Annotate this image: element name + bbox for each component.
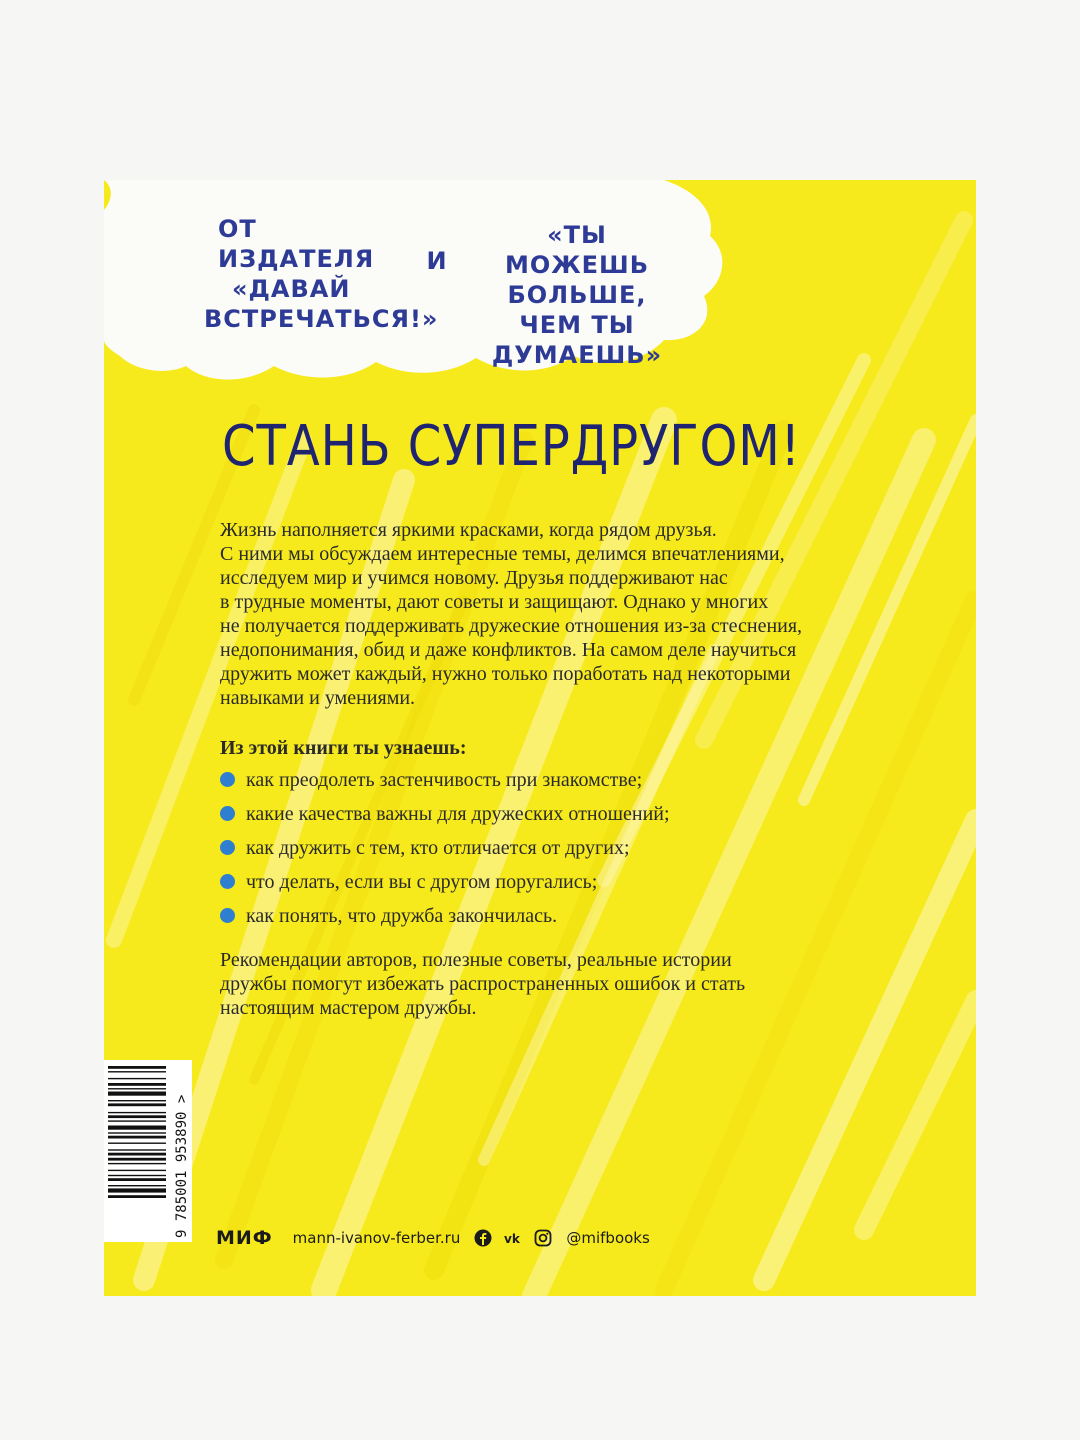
list-item-text: как дружить с тем, кто отличается от других; [246, 837, 630, 859]
blurb-right-line: «ТЫ МОЖЕШЬ [505, 221, 649, 279]
barcode-bar [108, 1149, 166, 1150]
bullet-dot-icon [220, 806, 235, 821]
list-item-text: как понять, что дружба закончилась. [246, 905, 558, 927]
barcode-bar [108, 1178, 166, 1181]
barcode-bar [108, 1195, 166, 1198]
blurb-left-line: ВСТРЕЧАТЬСЯ!» [204, 305, 439, 333]
publisher-footer [216, 1224, 650, 1252]
barcode-bar [108, 1153, 166, 1156]
list-item [220, 836, 920, 870]
barcode-bar [108, 1115, 166, 1118]
intro-line: не получается поддерживать дружеские отношения из-за стеснения, [220, 615, 803, 637]
blurb-right-line: БОЛЬШЕ, ЧЕМ ТЫ [507, 281, 647, 339]
cover-headline: СТАНЬ СУПЕРДРУГОМ! [222, 414, 801, 479]
barcode-bar [108, 1103, 166, 1106]
barcode-bar [108, 1120, 166, 1121]
intro-line: навыками и умениями. [220, 687, 416, 709]
bullet-dot-icon [220, 840, 235, 855]
publisher-blurb-left [204, 214, 439, 334]
intro-paragraph [220, 518, 920, 710]
barcode-bar [108, 1092, 166, 1096]
barcode-bar [108, 1088, 166, 1089]
svg-text:vk: vk [504, 1232, 521, 1246]
barcode-bar [108, 1100, 166, 1101]
bullet-dot-icon [220, 874, 235, 889]
list-item [220, 904, 920, 938]
bullet-dot-icon [220, 772, 235, 787]
barcode-bar [108, 1143, 166, 1144]
publisher-logo: МИФ [216, 1227, 273, 1249]
list-item-text: что делать, если вы с другом поругались; [246, 871, 598, 893]
barcode-digits: 9 785001 953890 > [174, 1094, 190, 1238]
bullet-dot-icon [220, 908, 235, 923]
intro-line: исследуем мир и учимся новому. Друзья поддерживают нас [220, 567, 728, 589]
intro-line: в трудные моменты, дают советы и защищают. Однако у многих [220, 591, 769, 613]
facebook-icon[interactable] [474, 1229, 492, 1247]
publisher-blurb-right [472, 220, 682, 370]
learn-heading: Из этой книги ты узнаешь: [220, 737, 467, 759]
isbn-barcode [104, 1060, 192, 1242]
outro-line: Рекомендации авторов, полезные советы, реальные истории [220, 949, 732, 971]
instagram-icon[interactable] [534, 1229, 552, 1247]
barcode-bar [108, 1071, 166, 1072]
outro-line: дружбы помогут избежать распространенных ошибок и стать [220, 973, 746, 995]
barcode-bar [108, 1185, 166, 1186]
blurb-left-line: ОТ ИЗДАТЕЛЯ [218, 215, 375, 273]
intro-line: дружить может каждый, нужно только поработать над некоторыми [220, 663, 791, 685]
social-handle[interactable]: @mifbooks [566, 1229, 650, 1247]
intro-line: С ними мы обсуждаем интересные темы, делимся впечатлениями, [220, 543, 785, 565]
list-item [220, 802, 920, 836]
barcode-bar [108, 1126, 166, 1130]
list-item-text: как преодолеть застенчивость при знакомстве; [246, 769, 643, 791]
barcode-bar [108, 1066, 166, 1069]
blurb-right-line: ДУМАЕШЬ» [491, 341, 663, 369]
outro-line: настоящим мастером дружбы. [220, 997, 477, 1019]
blurb-left-line: «ДАВАЙ [232, 275, 351, 303]
list-item-text: какие качества важны для дружеских отношений; [246, 803, 670, 825]
barcode-bar [108, 1175, 166, 1176]
learn-list [220, 768, 920, 938]
website-link[interactable]: mann-ivanov-ferber.ru [292, 1229, 461, 1247]
barcode-bar [108, 1170, 166, 1171]
list-item [220, 870, 920, 904]
intro-line: Жизнь наполняется яркими красками, когда рядом друзья. [220, 519, 717, 541]
barcode-bar [108, 1188, 166, 1192]
intro-line: недопонимания, обид и даже конфликтов. На самом деле научиться [220, 639, 797, 661]
barcode-bars [108, 1066, 166, 1198]
outro-paragraph [220, 948, 920, 1020]
barcode-bar [108, 1136, 166, 1139]
barcode-bar [108, 1163, 166, 1164]
barcode-bar [108, 1158, 166, 1161]
list-item [220, 768, 920, 802]
vk-icon[interactable] [504, 1229, 522, 1247]
barcode-bar [108, 1078, 166, 1079]
publisher-blurb-connector: И [426, 247, 448, 275]
barcode-bar [108, 1083, 166, 1086]
book-back-cover [104, 180, 976, 1296]
barcode-bar [108, 1132, 166, 1133]
barcode-bar [108, 1112, 166, 1113]
